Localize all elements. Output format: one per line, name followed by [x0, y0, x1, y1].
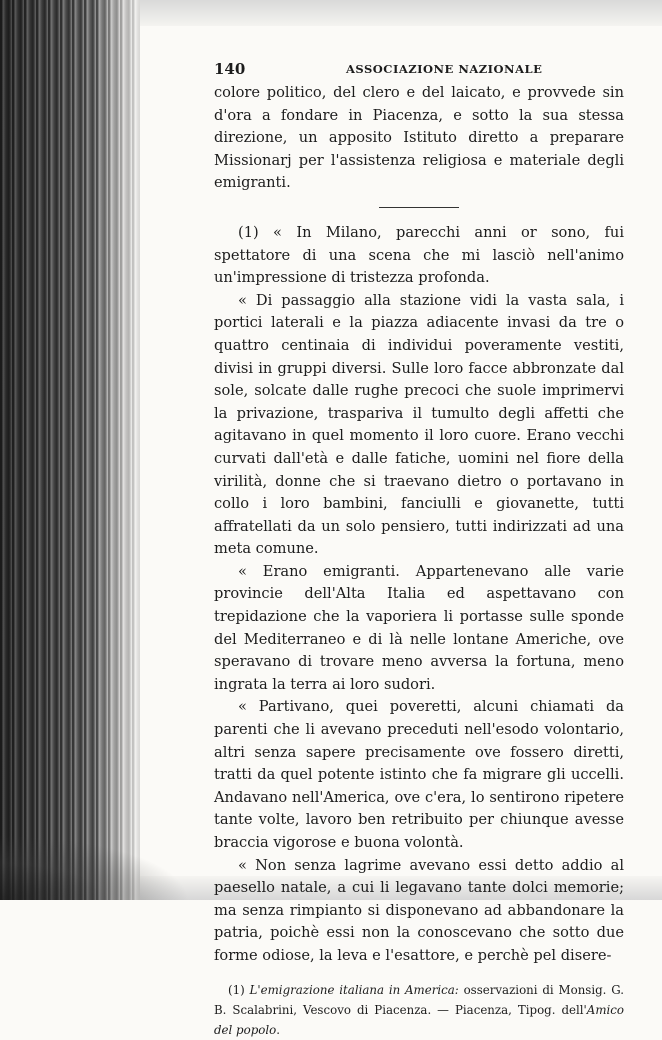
note-paragraph: « Di passaggio alla stazione vidi la vasta sala, i portici laterali e la piazza adiacente invasi da tre o quattro centinaia di individui poveramente vestiti, divisi in gruppi diversi. Sulle loro facce abbronzate dal sole, solcate dalle rughe precoci che suole imprimervi la privazione, traspariva il tumulto degli affetti che agitavano in quel momento il loro cuore. Erano vecchi curvati dall'età e dalle fatiche, uomini nel fiore della virilità, donne che si traevano dietro o portavano in collo i loro bambini, fanciulli e giovanette, tutti affratellati da un solo pensiero, tutti indirizzati ad una meta comune. — [214, 291, 624, 558]
footnote — [214, 980, 624, 1040]
note-paragraph: (1) « In Milano, parecchi anni or sono, fui spettatore di una scena che mi lasciò nell'animo un'impressione di tristezza profonda. — [214, 223, 624, 287]
section-divider — [379, 207, 459, 208]
note-paragraph: « Non senza lagrime avevano essi detto addio al paesello natale, a cui li legavano tante dolci memorie; ma senza rimpianto si disponevano ad abbandonare la patria, poichè essi non la conoscevano che sotto due forme odiose, la leva e l'esattore, e perchè pel disere- — [214, 856, 624, 964]
footnote-title: L'emigrazione italiana in America: — [249, 982, 459, 997]
scan-top-edge — [140, 0, 662, 26]
note-paragraph: « Partivano, quei poveretti, alcuni chiamati da parenti che li avevano preceduti nell'esodo volontario, altri senza sapere precisamente ove fossero diretti, tratti da quel potente istinto che fa migrare gli uccelli. Andavano nell'America, ove c'era, lo sentirono ripetere tante volte, lavoro ben retribuito per chiunque avesse braccia vigorose e buona volontà. — [214, 698, 624, 851]
book-page — [214, 58, 624, 1040]
page-number: 140 — [214, 60, 246, 78]
gutter-fade — [95, 0, 150, 900]
running-head: ASSOCIAZIONE NAZIONALE — [346, 62, 543, 76]
note-paragraph: « Erano emigranti. Appartenevano alle varie provincie dell'Alta Italia ed aspettavano con trepidazione che la vaporiera li portasse sulle sponde del Mediterraneo e di là nelle lontane Americhe, ove speravano di trovare meno avversa la fortuna, meno ingrata la terra ai loro sudori. — [214, 562, 624, 693]
footnote-publisher: Amico del popolo — [214, 1002, 624, 1037]
footnote-marker: (1) — [228, 982, 245, 997]
footnote-end: . — [276, 1022, 280, 1037]
body-paragraph: colore politico, del clero e del laicato, e provvede sin d'ora a fondare in Piacenza, e sotto la sua stessa direzione, un apposito Istituto diretto a preparare Missionarj per l'assistenza religiosa e materiale degli emigranti. — [214, 84, 624, 192]
page-header — [214, 58, 624, 82]
scan-corner-shadow — [0, 835, 190, 900]
footnote-text: osservazioni di Monsig. G. B. Scalabrini, Vescovo di Piacenza. — Piacenza, Tipog. dell' — [214, 982, 624, 1017]
